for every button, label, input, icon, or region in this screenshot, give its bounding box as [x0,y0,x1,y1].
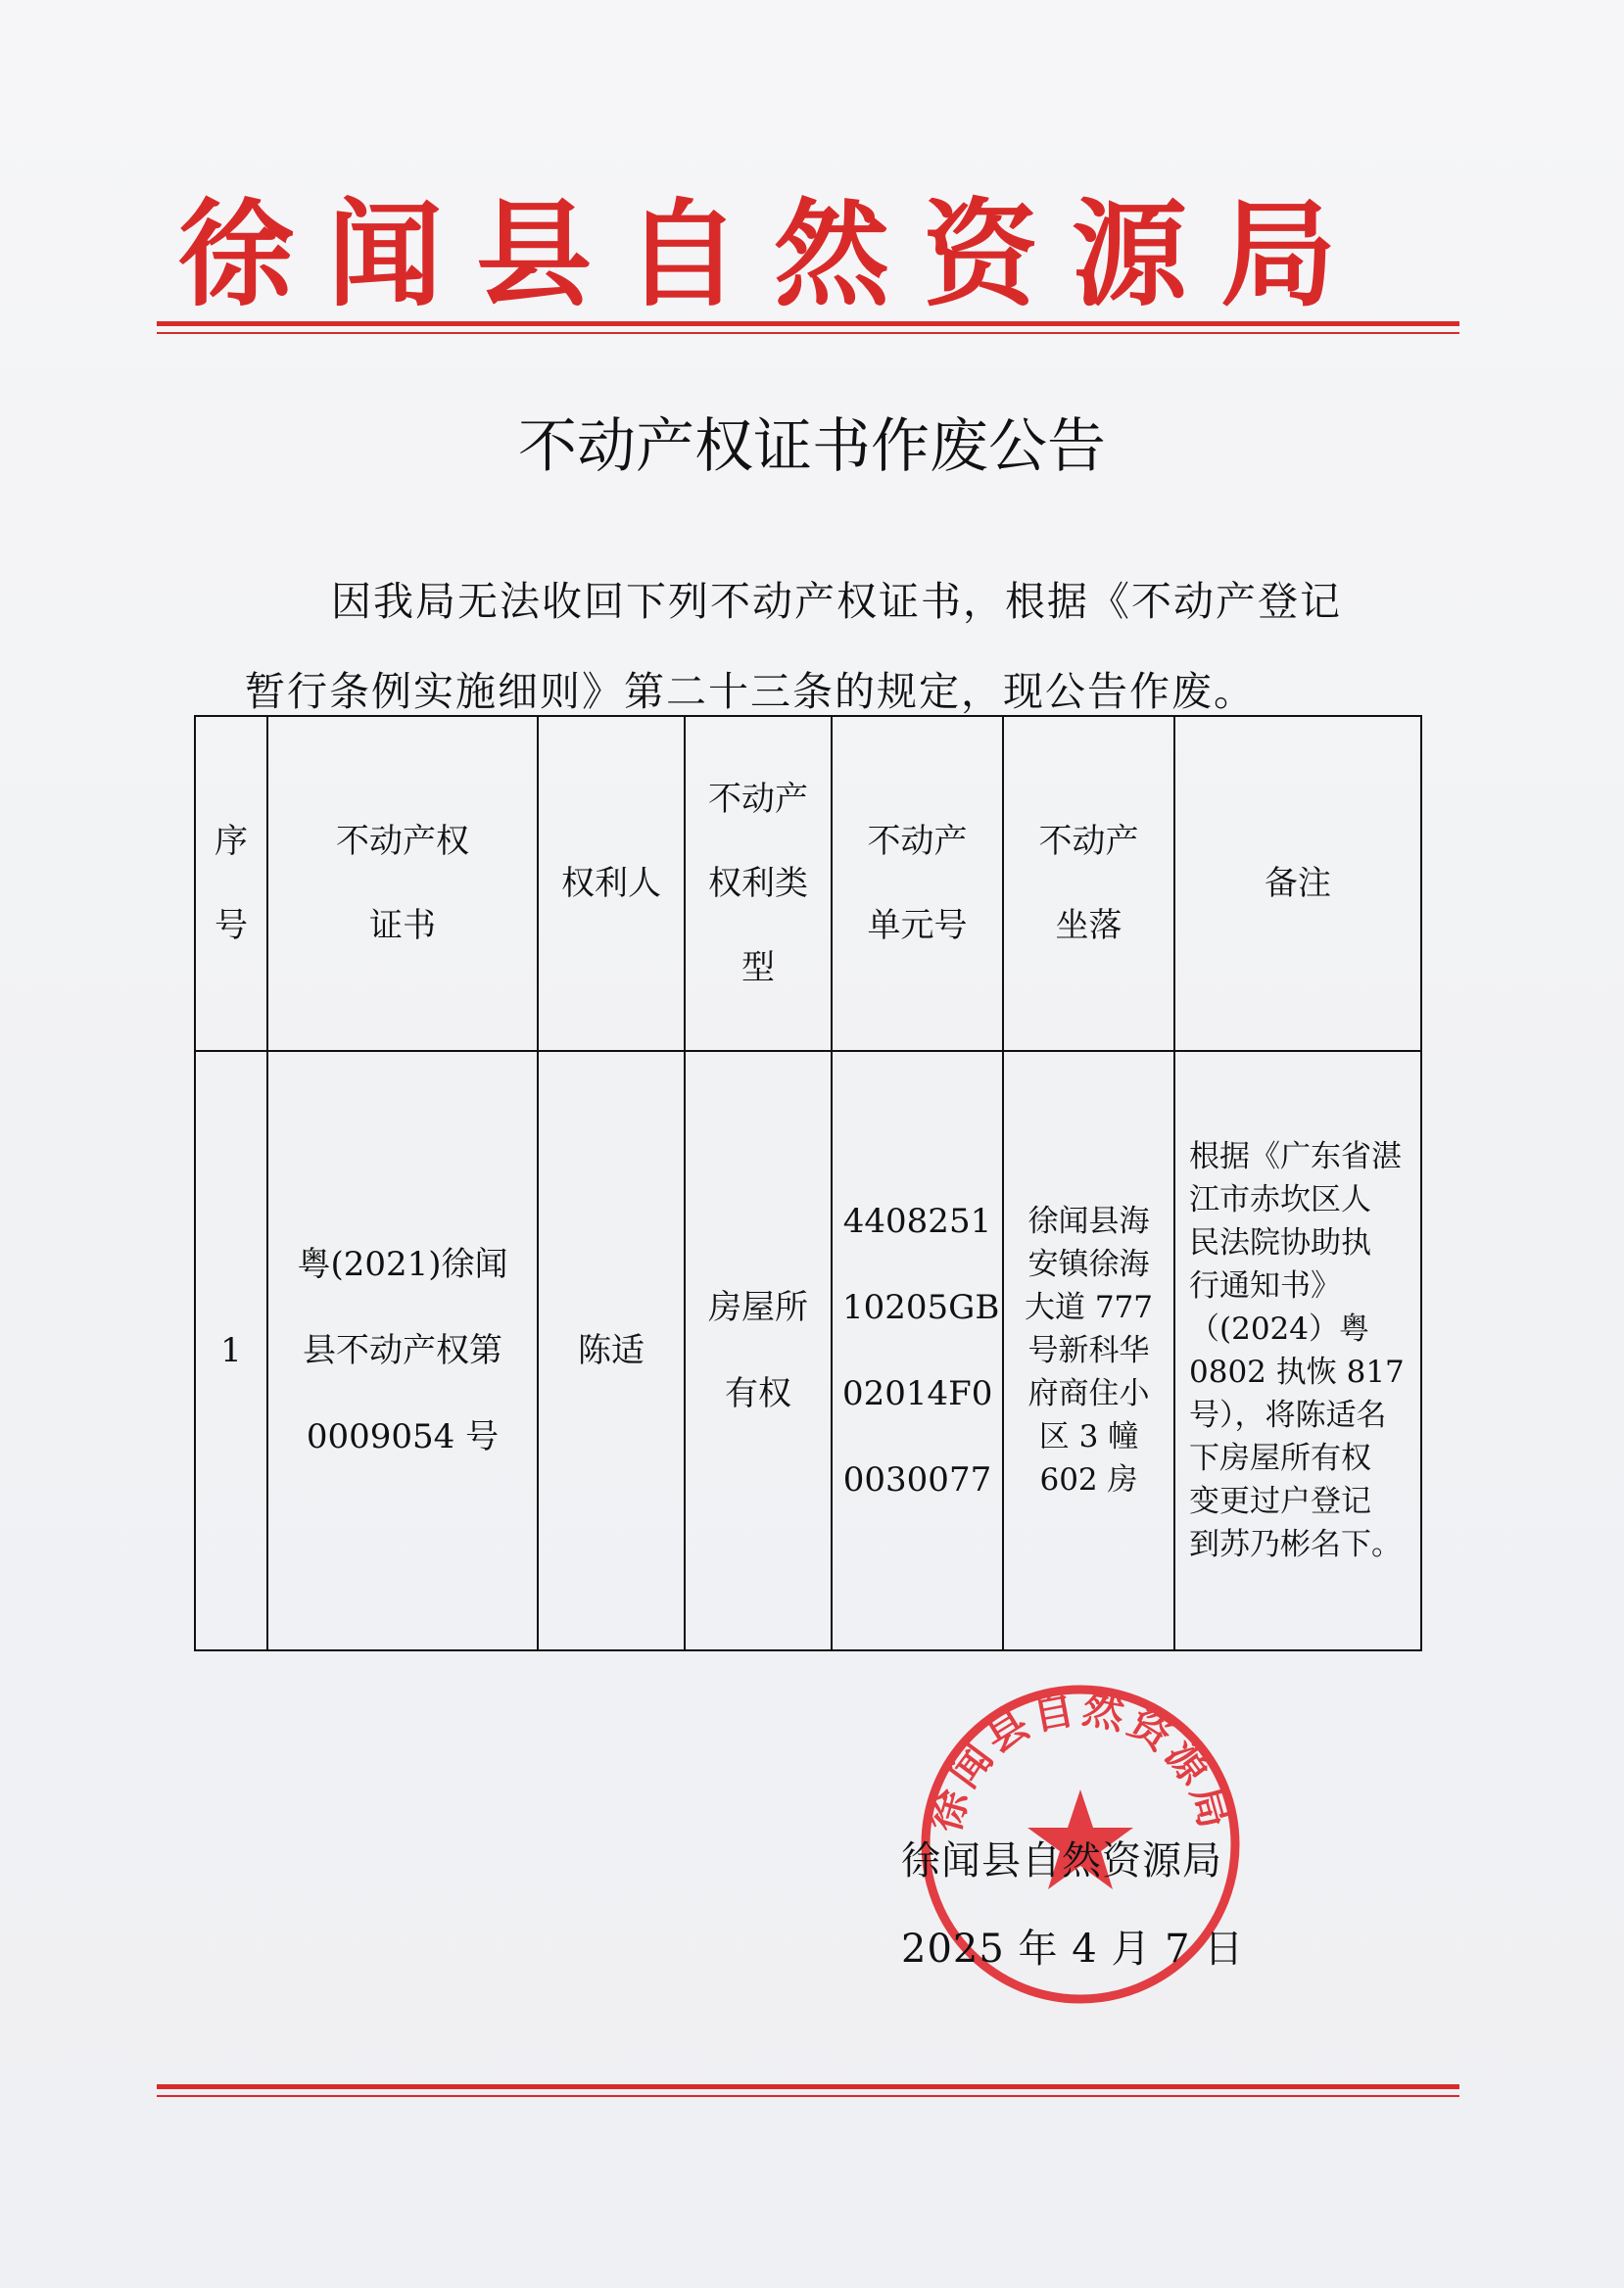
notice-body [245,556,1391,737]
cell-holder: 陈适 [538,1051,685,1650]
agency-header: 徐闻县自然资源局 [177,186,1369,322]
table-row [195,1051,1421,1650]
footer-rule-thick [157,2084,1459,2089]
cell-remark: 根据《广东省湛 江市赤坎区人 民法院协助执 行通知书》 （(2024）粤 0802 执恢 817 号），将陈适名 下房屋所有权 变更过户登记 到苏乃彬名下。 [1174,1051,1421,1650]
footer-rule-thin [157,2095,1459,2097]
notice-title: 不动产权证书作废公告 [518,412,1106,481]
table-header-row [195,716,1421,1051]
seal-text: 徐闻县自然资源局 [920,1684,1241,1837]
cell-unit-no: 4408251 10205GB 02014F0 0030077 [832,1051,1003,1650]
header-right-type: 不动产 权利类 型 [685,716,832,1051]
certificate-table [194,715,1422,1651]
header-certificate: 不动产权 证书 [267,716,538,1051]
header-unit-no: 不动产 单元号 [832,716,1003,1051]
header-rule-thin [157,332,1459,334]
header-remark: 备注 [1174,716,1421,1051]
cell-certificate: 粤(2021)徐闻 县不动产权第 0009054 号 [267,1051,538,1650]
notice-body-line2: 暂行条例实施细则》第二十三条的规定，现公告作废。 [245,668,1256,715]
notice-body-line1: 因我局无法收回下列不动产权证书，根据《不动产登记 [331,578,1342,625]
header-location: 不动产 坐落 [1003,716,1174,1051]
signing-date: 2025 年 4 月 7 日 [901,1927,1245,1972]
header-holder: 权利人 [538,716,685,1051]
header-rule-thick [157,321,1459,326]
cell-seq: 1 [195,1051,267,1650]
signing-organization: 徐闻县自然资源局 [901,1838,1222,1883]
cell-right-type: 房屋所 有权 [685,1051,832,1650]
header-seq: 序 号 [195,716,267,1051]
cell-location: 徐闻县海 安镇徐海 大道 777 号新科华 府商住小 区 3 幢 602 房 [1003,1051,1174,1650]
